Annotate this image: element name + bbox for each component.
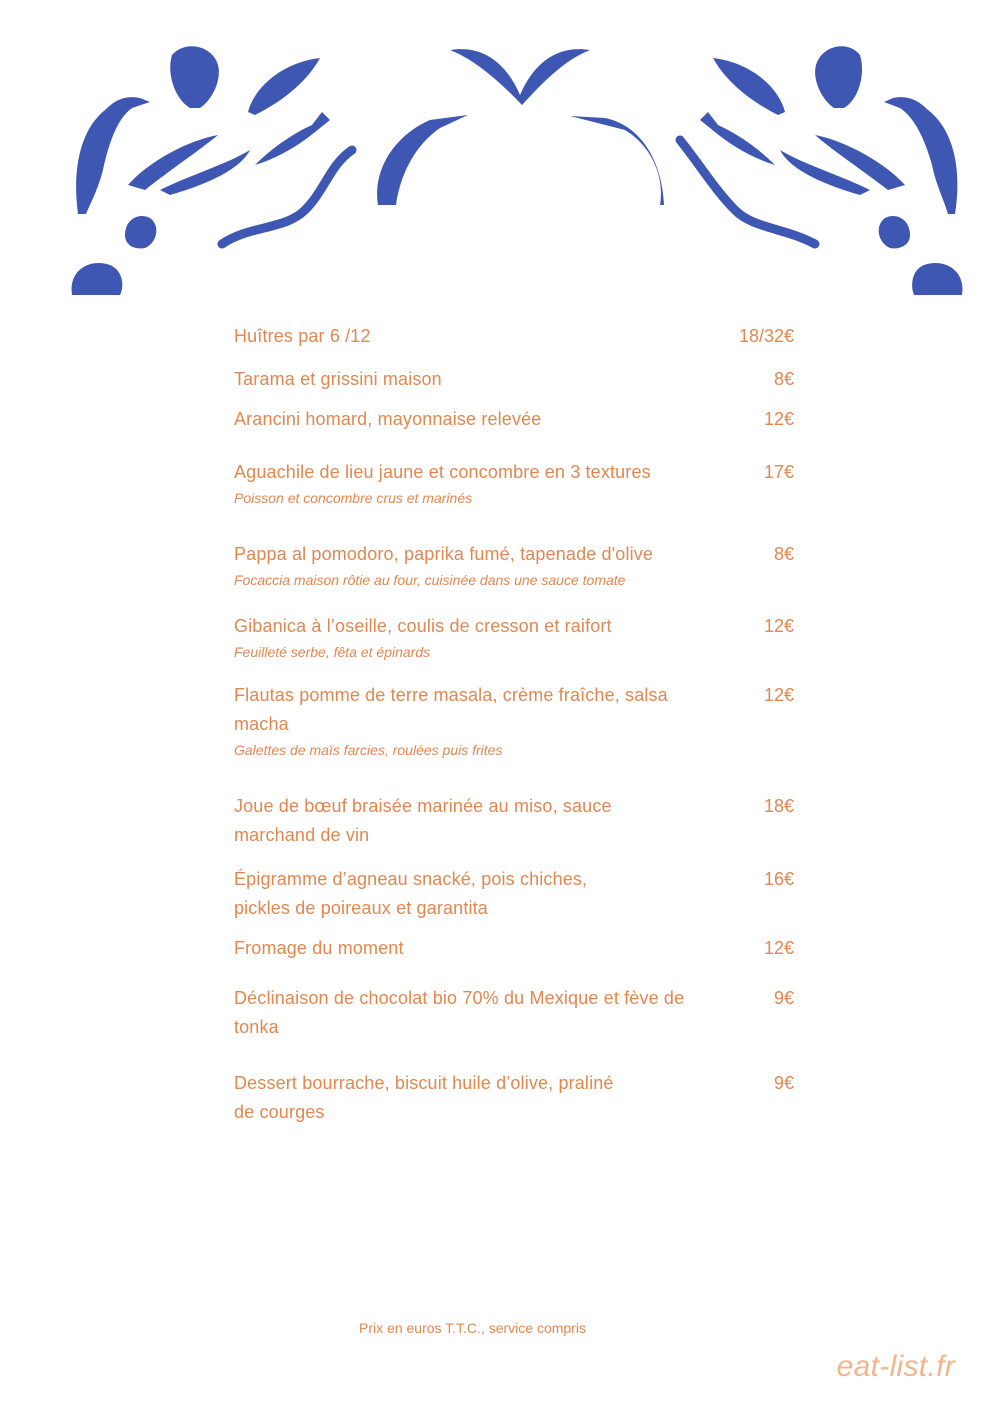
item-price: 12€ bbox=[763, 938, 794, 958]
fish-icon bbox=[570, 116, 664, 205]
menu-item bbox=[234, 792, 794, 850]
item-price: 18/32€ bbox=[738, 326, 794, 346]
fish-icon bbox=[377, 115, 468, 205]
item-price: 12€ bbox=[763, 685, 794, 705]
shell-icon bbox=[815, 46, 862, 108]
leaf-icon bbox=[248, 58, 320, 115]
menu-item bbox=[234, 322, 794, 351]
radish-icon bbox=[125, 216, 156, 248]
item-price: 9€ bbox=[773, 988, 794, 1008]
item-name: Arancini homard, mayonnaise relevée bbox=[234, 409, 542, 429]
menu-item bbox=[234, 984, 794, 1042]
urchin-icon bbox=[912, 263, 962, 295]
sea-creatures-illustration bbox=[0, 0, 989, 310]
item-description: Galettes de maïs farcies, roulées puis frites bbox=[234, 742, 503, 758]
item-description: Feuilleté serbe, fêta et épinards bbox=[234, 644, 431, 660]
radish-icon bbox=[879, 216, 910, 248]
item-description: Focaccia maison rôtie au four, cuisinée dans une sauce tomate bbox=[234, 572, 626, 588]
item-name: Pappa al pomodoro, paprika fumé, tapenade d'olive bbox=[234, 544, 654, 564]
menu-item bbox=[234, 612, 794, 662]
shrimp-icon bbox=[884, 97, 957, 214]
footer-note: Prix en euros T.T.C., service compris bbox=[359, 1320, 586, 1336]
carrot-icon bbox=[700, 112, 775, 165]
watermark-logo: eat-list.fr bbox=[836, 1350, 955, 1383]
menu-item bbox=[234, 458, 794, 508]
item-description: Poisson et concombre crus et marinés bbox=[234, 490, 473, 506]
item-name: Joue de bœuf braisée marinée au miso, sauce marchand de vin bbox=[234, 796, 612, 845]
item-name: Gibanica à l’oseille, coulis de cresson et raifort bbox=[234, 616, 612, 636]
eel-icon bbox=[680, 140, 815, 244]
item-price: 9€ bbox=[773, 1073, 794, 1093]
menu-item bbox=[234, 681, 794, 760]
item-price: 16€ bbox=[763, 869, 794, 889]
item-name: Épigramme d’agneau snacké, pois chiches, pickles de poireaux et garantita bbox=[234, 869, 588, 918]
seaweed-center-icon bbox=[450, 49, 590, 105]
item-name: Déclinaison de chocolat bio 70% du Mexique et fève de tonka bbox=[234, 988, 685, 1037]
item-price: 12€ bbox=[763, 616, 794, 636]
item-price: 12€ bbox=[763, 409, 794, 429]
eel-icon bbox=[222, 150, 352, 244]
carrot-icon bbox=[255, 112, 330, 165]
item-name: Dessert bourrache, biscuit huile d’olive, praliné de courges bbox=[234, 1073, 614, 1122]
item-price: 17€ bbox=[763, 462, 794, 482]
item-name: Huîtres par 6 /12 bbox=[234, 326, 371, 346]
item-name: Flautas pomme de terre masala, crème fraîche, salsa macha bbox=[234, 685, 668, 734]
menu-item bbox=[234, 365, 794, 394]
leaf-icon bbox=[713, 58, 785, 115]
menu-item bbox=[234, 1069, 794, 1127]
menu-item bbox=[234, 405, 794, 434]
menu-item bbox=[234, 540, 794, 590]
item-price: 18€ bbox=[763, 796, 794, 816]
item-price: 8€ bbox=[773, 544, 794, 564]
item-name: Tarama et grissini maison bbox=[234, 369, 442, 389]
urchin-icon bbox=[72, 263, 123, 295]
menu-item bbox=[234, 934, 794, 963]
menu-item bbox=[234, 865, 794, 923]
decorative-illustration bbox=[0, 0, 989, 310]
shell-icon bbox=[170, 46, 219, 108]
shrimp-icon bbox=[76, 97, 150, 214]
item-price: 8€ bbox=[773, 369, 794, 389]
item-name: Aguachile de lieu jaune et concombre en 3 textures bbox=[234, 462, 651, 482]
item-name: Fromage du moment bbox=[234, 938, 404, 958]
